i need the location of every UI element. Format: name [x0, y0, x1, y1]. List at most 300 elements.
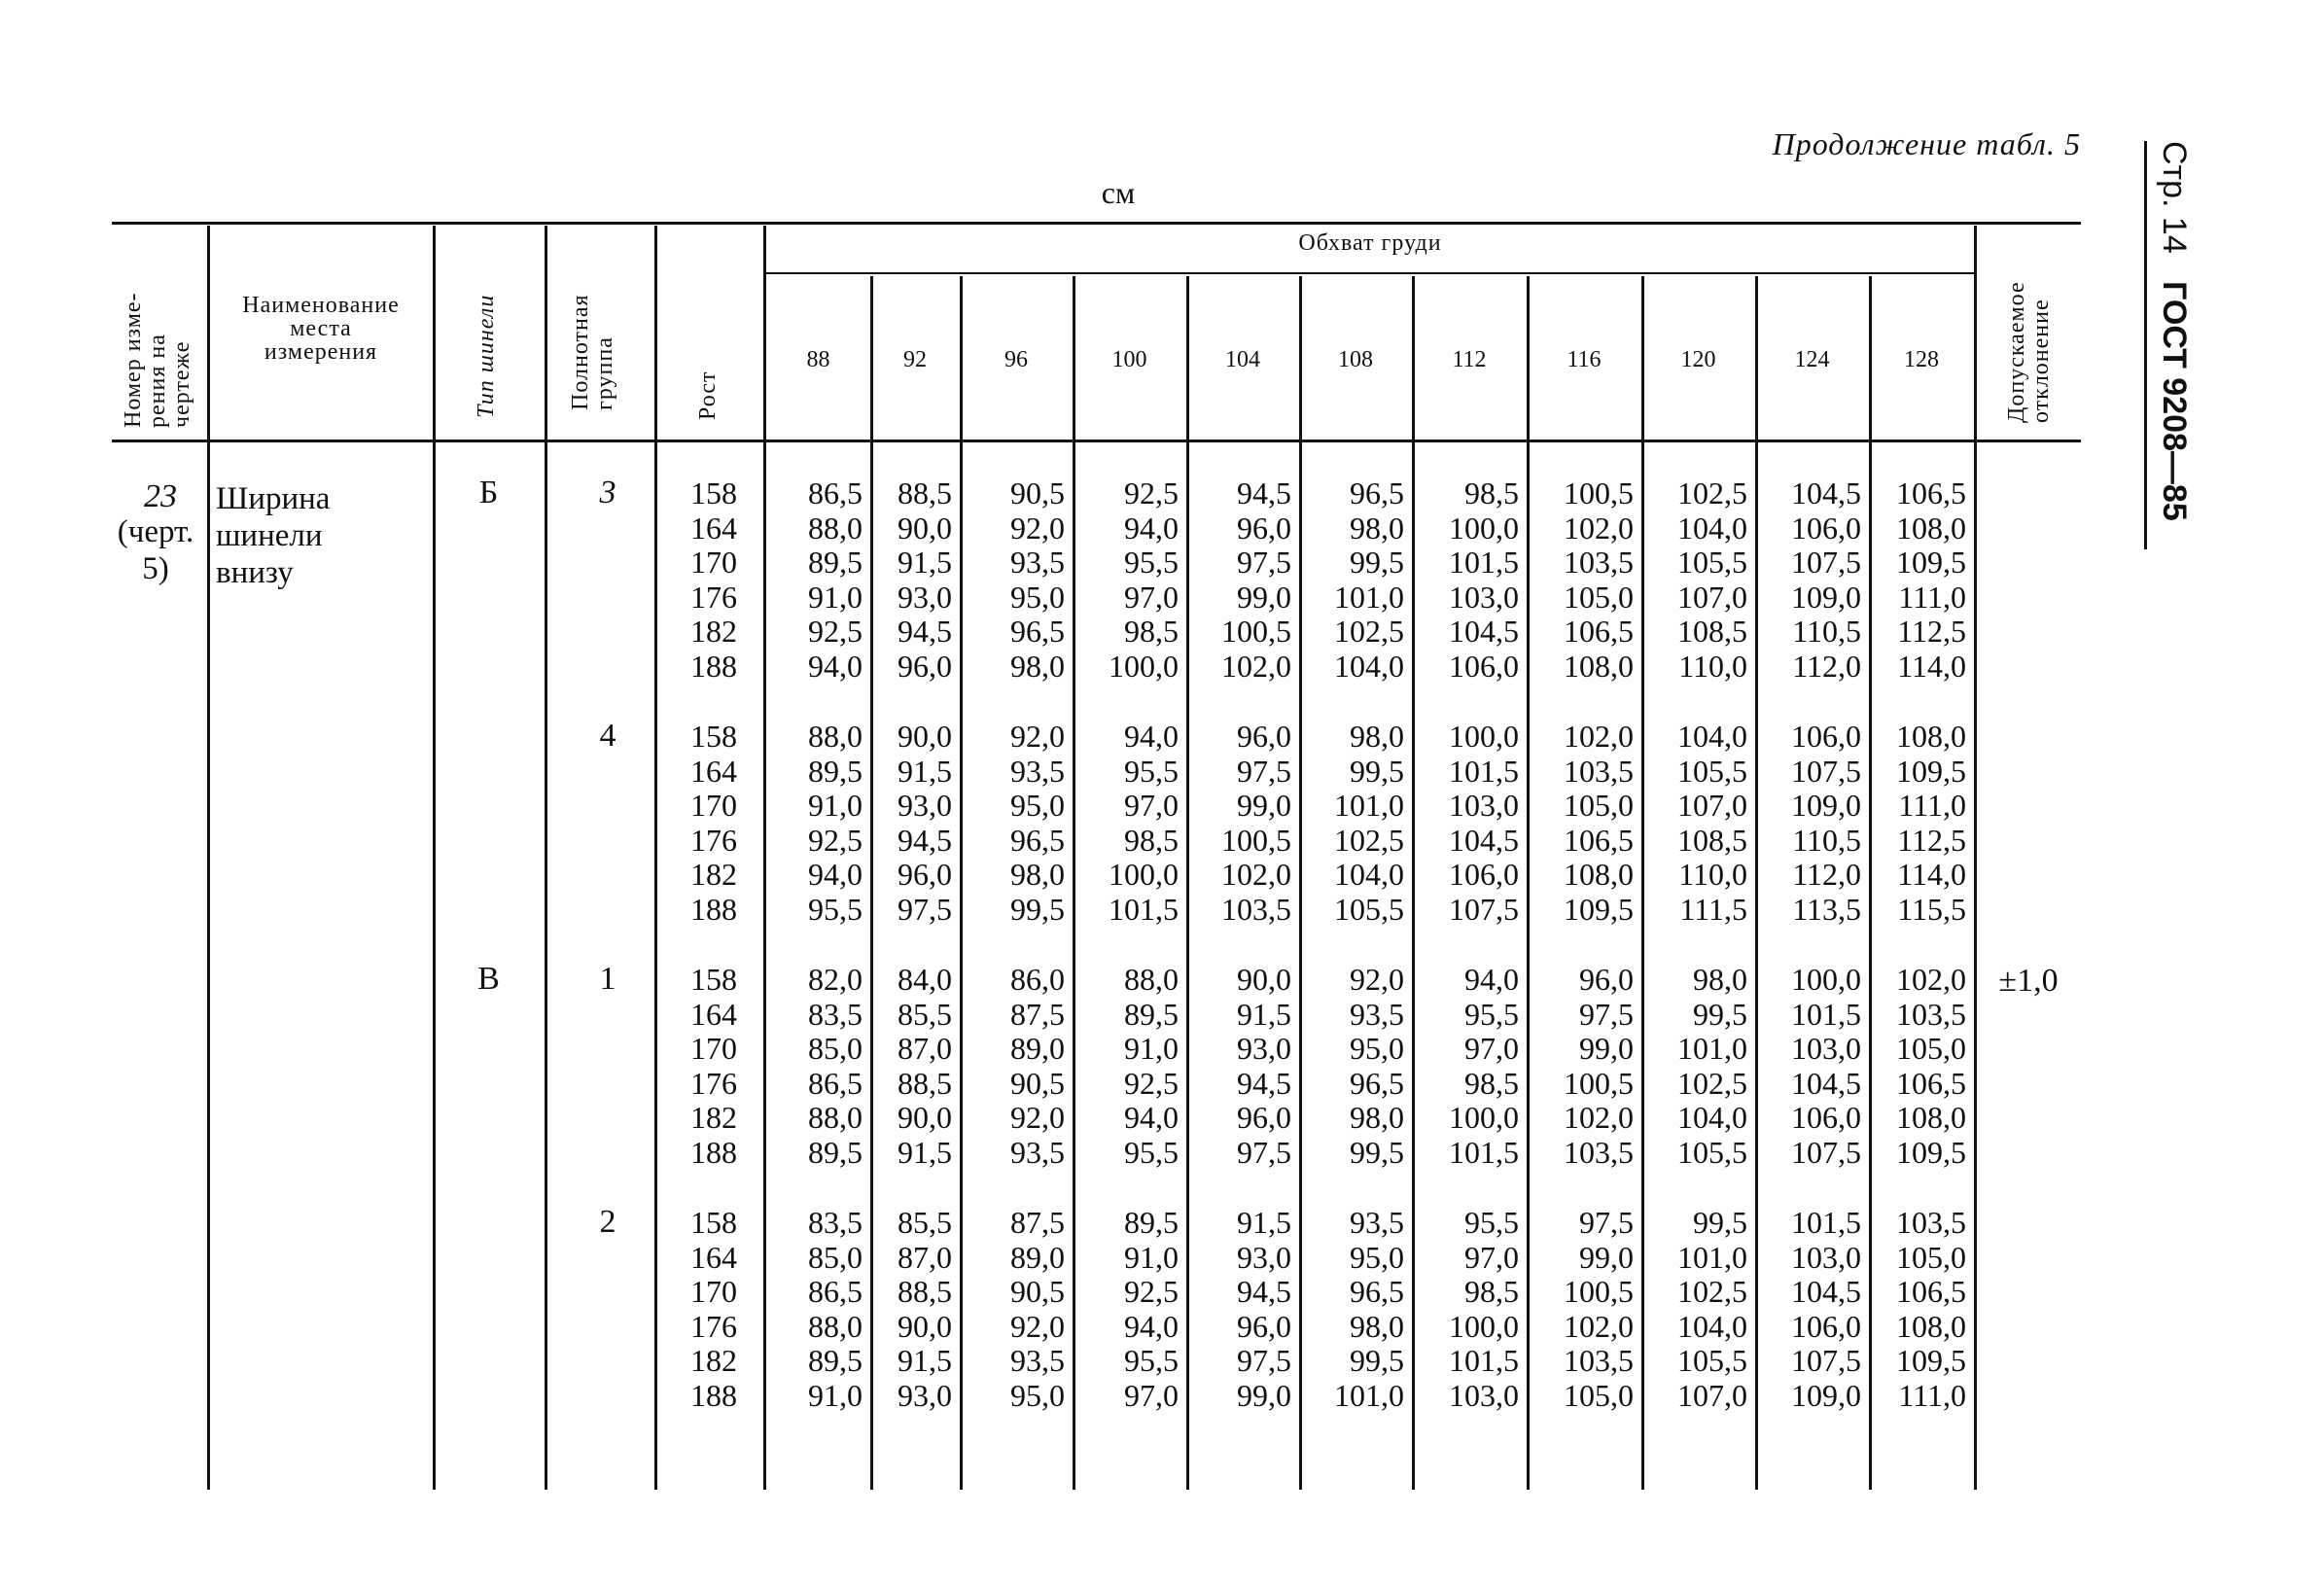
chest-value-cell: 89,5	[808, 1134, 863, 1170]
chest-value-cell: 114,0	[1897, 648, 1966, 684]
chest-value-cell: 101,5	[1449, 545, 1519, 580]
chest-value-cell: 100,0	[1449, 1308, 1519, 1344]
height-value: 182	[690, 1100, 737, 1135]
col-rule-1	[207, 226, 210, 1490]
chest-value-cell: 106,5	[1564, 822, 1634, 858]
chest-value-cell: 90,0	[898, 1308, 952, 1344]
chest-value-cell: 106,5	[1896, 1065, 1966, 1101]
chest-value-cell: 101,5	[1791, 996, 1861, 1032]
chest-value-cell: 86,5	[808, 1065, 863, 1101]
chest-value-cell: 97,5	[1579, 996, 1634, 1032]
chest-value-cell: 108,5	[1677, 822, 1747, 858]
chest-value-cell: 91,5	[898, 1134, 952, 1170]
chest-value-cell: 102,0	[1564, 719, 1634, 754]
chest-value-cell: 89,5	[1124, 996, 1179, 1032]
chest-value-cell: 98,5	[1124, 822, 1179, 858]
chest-value-cell: 112,0	[1792, 857, 1861, 892]
chest-value-cell: 88,0	[808, 1308, 863, 1344]
chest-value-cell: 94,0	[1124, 1308, 1179, 1344]
chest-value-cell: 85,5	[898, 1205, 952, 1240]
col-rule-3	[545, 226, 547, 1490]
chest-value-cell: 91,0	[808, 1377, 863, 1413]
chest-value-cell: 99,5	[1350, 1343, 1404, 1378]
height-value: 164	[690, 753, 737, 789]
height-value: 164	[690, 510, 737, 546]
chest-value-cell: 87,0	[898, 1239, 952, 1275]
chest-value-cell: 96,0	[1237, 719, 1291, 754]
chest-value-cell: 107,0	[1677, 788, 1747, 823]
chest-value-cell: 103,5	[1221, 891, 1291, 927]
chest-value-cell: 88,0	[808, 510, 863, 546]
height-value: 170	[690, 788, 737, 823]
height-value: 158	[690, 475, 737, 510]
chest-value-cell: 93,5	[1350, 996, 1404, 1032]
height-value: 164	[690, 1239, 737, 1275]
height-value: 176	[690, 1308, 737, 1344]
chest-value-cell: 91,5	[898, 545, 952, 580]
chest-value-cell: 90,0	[898, 510, 952, 546]
chest-value-cell: 94,0	[808, 648, 863, 684]
chest-value-cell: 110,0	[1678, 648, 1747, 684]
chest-value-cell: 98,0	[1010, 857, 1065, 892]
chest-size-header: 100	[1111, 347, 1147, 372]
chest-value-cell: 100,5	[1221, 822, 1291, 858]
chest-value-cell: 109,5	[1896, 545, 1966, 580]
chest-value-cell: 92,0	[1350, 962, 1404, 997]
chest-value-cell: 99,0	[1579, 1031, 1634, 1066]
chest-sub-rule	[766, 272, 1974, 274]
chest-value-cell: 95,0	[1010, 579, 1065, 615]
chest-value-cell: 109,5	[1896, 1134, 1966, 1170]
chest-value-cell: 98,5	[1464, 475, 1519, 510]
chest-value-cell: 99,5	[1693, 996, 1747, 1032]
chest-value-cell: 87,5	[1010, 1205, 1065, 1240]
chest-value-cell: 91,5	[1237, 996, 1291, 1032]
chest-value-cell: 88,0	[808, 1100, 863, 1135]
chest-value-cell: 93,5	[1010, 1134, 1065, 1170]
chest-value-cell: 94,0	[1124, 510, 1179, 546]
chest-value-cell: 96,0	[1237, 1100, 1291, 1135]
chest-value-cell: 102,0	[1221, 857, 1291, 892]
chest-value-cell: 106,0	[1791, 1308, 1861, 1344]
chest-value-cell: 95,5	[1464, 996, 1519, 1032]
chest-value-cell: 99,5	[1350, 753, 1404, 789]
chest-value-cell: 100,5	[1564, 1065, 1634, 1101]
chest-value-cell: 97,0	[1124, 788, 1179, 823]
chest-value-cell: 107,5	[1791, 753, 1861, 789]
chest-size-header: 116	[1567, 347, 1602, 372]
chest-value-cell: 97,5	[1237, 1343, 1291, 1378]
chest-value-cell: 107,5	[1791, 1134, 1861, 1170]
page-number-label: Стр. 14	[2156, 141, 2193, 254]
header-bottom-rule	[112, 440, 2081, 442]
chest-value-cell: 89,0	[1010, 1031, 1065, 1066]
chest-value-cell: 90,0	[1237, 962, 1291, 997]
chest-value-cell: 103,0	[1791, 1031, 1861, 1066]
chest-value-cell: 95,5	[1124, 1343, 1179, 1378]
chest-value-cell: 96,0	[898, 857, 952, 892]
chest-value-cell: 115,5	[1897, 891, 1966, 927]
chest-value-cell: 99,5	[1010, 891, 1065, 927]
chest-value-cell: 101,5	[1791, 1205, 1861, 1240]
chest-value-cell: 93,0	[898, 579, 952, 615]
chest-value-cell: 85,0	[808, 1239, 863, 1275]
chest-value-cell: 83,5	[808, 1205, 863, 1240]
chest-value-cell: 106,5	[1896, 1274, 1966, 1309]
col-rule-tolerance	[1974, 226, 1977, 1490]
chest-value-cell: 111,0	[1898, 1377, 1966, 1413]
chest-value-cell: 106,0	[1791, 719, 1861, 754]
chest-value-cell: 95,0	[1010, 788, 1065, 823]
chest-value-cell: 89,5	[808, 1343, 863, 1378]
chest-value-cell: 99,5	[1693, 1205, 1747, 1240]
chest-value-cell: 88,5	[898, 1274, 952, 1309]
height-value: 188	[690, 891, 737, 927]
chest-value-cell: 103,5	[1896, 996, 1966, 1032]
chest-value-cell: 96,0	[1237, 1308, 1291, 1344]
chest-value-cell: 106,5	[1896, 475, 1966, 510]
chest-size-header: 104	[1225, 347, 1260, 372]
chest-value-cell: 93,0	[898, 788, 952, 823]
chest-value-cell: 94,0	[808, 857, 863, 892]
chest-value-cell: 90,0	[898, 719, 952, 754]
coat-type: Б	[478, 475, 499, 510]
chest-value-cell: 85,5	[898, 996, 952, 1032]
chest-value-cell: 88,0	[1124, 962, 1179, 997]
chest-value-cell: 95,5	[1124, 1134, 1179, 1170]
chest-value-cell: 105,0	[1896, 1031, 1966, 1066]
height-value: 182	[690, 614, 737, 649]
chest-value-cell: 108,0	[1896, 1308, 1966, 1344]
header-name: Наименование места измерения	[242, 293, 400, 365]
height-value: 170	[690, 1031, 737, 1066]
chest-value-cell: 108,0	[1564, 857, 1634, 892]
chest-value-cell: 95,0	[1010, 1377, 1065, 1413]
chest-value-cell: 86,5	[808, 1274, 863, 1309]
chest-value-cell: 98,0	[1350, 719, 1404, 754]
chest-value-cell: 105,5	[1677, 1343, 1747, 1378]
chest-value-cell: 102,0	[1221, 648, 1291, 684]
chest-value-cell: 100,5	[1221, 614, 1291, 649]
chest-value-cell: 88,0	[808, 719, 863, 754]
chest-value-cell: 97,5	[1237, 753, 1291, 789]
chest-value-cell: 102,5	[1677, 475, 1747, 510]
chest-value-cell: 109,5	[1896, 1343, 1966, 1378]
chest-value-cell: 101,5	[1109, 891, 1179, 927]
chest-value-cell: 91,0	[808, 579, 863, 615]
chest-value-cell: 96,5	[1350, 1065, 1404, 1101]
chest-value-cell: 109,0	[1791, 579, 1861, 615]
height-value: 158	[690, 1205, 737, 1240]
continuation-title: Продолжение табл. 5	[1772, 126, 2081, 161]
chest-value-cell: 99,0	[1237, 788, 1291, 823]
chest-value-cell: 85,0	[808, 1031, 863, 1066]
chest-value-cell: 103,5	[1564, 753, 1634, 789]
chest-value-cell: 101,5	[1449, 1343, 1519, 1378]
chest-value-cell: 95,5	[1464, 1205, 1519, 1240]
chest-value-cell: 93,0	[898, 1377, 952, 1413]
chest-size-header: 92	[903, 347, 927, 372]
chest-value-cell: 89,0	[1010, 1239, 1065, 1275]
height-value: 158	[690, 962, 737, 997]
chest-value-cell: 98,5	[1124, 614, 1179, 649]
chest-value-cell: 104,0	[1677, 1308, 1747, 1344]
chest-value-cell: 110,5	[1792, 614, 1861, 649]
chest-value-cell: 98,5	[1464, 1274, 1519, 1309]
chest-value-cell: 102,5	[1334, 822, 1404, 858]
chest-value-cell: 105,0	[1564, 579, 1634, 615]
chest-value-cell: 99,5	[1350, 1134, 1404, 1170]
height-value: 164	[690, 996, 737, 1032]
chest-value-cell: 91,0	[1124, 1031, 1179, 1066]
chest-value-cell: 111,0	[1898, 788, 1966, 823]
chest-value-cell: 87,0	[898, 1031, 952, 1066]
chest-value-cell: 102,0	[1564, 1308, 1634, 1344]
chest-value-cell: 104,0	[1677, 1100, 1747, 1135]
chest-value-cell: 105,5	[1677, 545, 1747, 580]
chest-value-cell: 88,5	[898, 1065, 952, 1101]
fullness-group: 1	[599, 961, 616, 997]
height-value: 176	[690, 579, 737, 615]
chest-value-cell: 97,5	[1579, 1205, 1634, 1240]
chest-value-cell: 94,0	[1124, 719, 1179, 754]
chest-value-cell: 92,5	[1124, 475, 1179, 510]
chest-value-cell: 107,5	[1791, 1343, 1861, 1378]
measure-ref: (черт. 5)	[117, 514, 194, 586]
chest-value-cell: 92,5	[1124, 1274, 1179, 1309]
measure-name: Ширина шинели внизу	[216, 481, 331, 590]
unit-label: см	[1101, 175, 1136, 210]
chest-value-cell: 82,0	[808, 962, 863, 997]
chest-value-cell: 97,5	[1237, 1134, 1291, 1170]
chest-value-cell: 109,0	[1791, 1377, 1861, 1413]
chest-value-cell: 92,5	[808, 614, 863, 649]
chest-value-cell: 112,5	[1897, 614, 1966, 649]
chest-value-cell: 98,5	[1464, 1065, 1519, 1101]
chest-value-cell: 93,5	[1010, 545, 1065, 580]
chest-value-cell: 110,0	[1678, 857, 1747, 892]
chest-value-cell: 90,5	[1010, 475, 1065, 510]
chest-value-cell: 101,0	[1334, 788, 1404, 823]
chest-value-cell: 111,0	[1898, 579, 1966, 615]
height-value: 170	[690, 1274, 737, 1309]
chest-value-cell: 104,5	[1791, 475, 1861, 510]
chest-value-cell: 101,0	[1334, 1377, 1404, 1413]
chest-value-cell: 108,0	[1564, 648, 1634, 684]
chest-value-cell: 106,0	[1449, 857, 1519, 892]
chest-value-cell: 104,0	[1677, 510, 1747, 546]
chest-value-cell: 103,5	[1564, 545, 1634, 580]
col-rule-4	[654, 226, 657, 1490]
chest-size-header: 120	[1680, 347, 1716, 372]
chest-value-cell: 109,5	[1564, 891, 1634, 927]
header-chest: Обхват груди	[1298, 230, 1442, 256]
chest-value-cell: 95,5	[1124, 753, 1179, 789]
chest-value-cell: 92,0	[1010, 1100, 1065, 1135]
chest-value-cell: 114,0	[1897, 857, 1966, 892]
height-value: 188	[690, 648, 737, 684]
chest-value-cell: 83,5	[808, 996, 863, 1032]
chest-value-cell: 94,0	[1464, 962, 1519, 997]
chest-value-cell: 100,0	[1449, 510, 1519, 546]
col-rule-2	[433, 226, 436, 1490]
chest-size-header: 108	[1338, 347, 1373, 372]
chest-value-cell: 94,0	[1124, 1100, 1179, 1135]
chest-value-cell: 108,0	[1896, 1100, 1966, 1135]
height-value: 176	[690, 1065, 737, 1101]
chest-value-cell: 109,0	[1791, 788, 1861, 823]
chest-value-cell: 95,0	[1350, 1239, 1404, 1275]
chest-value-cell: 102,0	[1564, 510, 1634, 546]
height-value: 182	[690, 857, 737, 892]
chest-size-header: 124	[1794, 347, 1830, 372]
chest-value-cell: 106,0	[1791, 1100, 1861, 1135]
chest-value-cell: 90,0	[898, 1100, 952, 1135]
chest-value-cell: 91,5	[898, 1343, 952, 1378]
chest-value-cell: 86,5	[808, 475, 863, 510]
chest-value-cell: 98,0	[1693, 962, 1747, 997]
chest-value-cell: 99,5	[1350, 545, 1404, 580]
chest-value-cell: 100,0	[1109, 648, 1179, 684]
chest-value-cell: 99,0	[1237, 579, 1291, 615]
chest-value-cell: 99,0	[1237, 1377, 1291, 1413]
chest-value-cell: 110,5	[1792, 822, 1861, 858]
chest-value-cell: 97,5	[898, 891, 952, 927]
height-value: 182	[690, 1343, 737, 1378]
chest-value-cell: 98,0	[1350, 1100, 1404, 1135]
chest-value-cell: 106,5	[1564, 614, 1634, 649]
chest-value-cell: 94,5	[898, 614, 952, 649]
measure-number: 23	[144, 478, 177, 514]
chest-value-cell: 103,5	[1896, 1205, 1966, 1240]
tolerance-value: ±1,0	[1998, 963, 2059, 999]
height-value: 176	[690, 822, 737, 858]
chest-value-cell: 92,5	[1124, 1065, 1179, 1101]
height-value: 188	[690, 1134, 737, 1170]
chest-size-header: 128	[1904, 347, 1939, 372]
chest-value-cell: 100,0	[1109, 857, 1179, 892]
chest-value-cell: 108,5	[1677, 614, 1747, 649]
chest-value-cell: 100,5	[1564, 1274, 1634, 1309]
chest-value-cell: 94,5	[1237, 475, 1291, 510]
chest-value-cell: 97,0	[1124, 579, 1179, 615]
chest-value-cell: 104,0	[1334, 648, 1404, 684]
chest-value-cell: 97,0	[1464, 1031, 1519, 1066]
chest-value-cell: 102,0	[1564, 1100, 1634, 1135]
chest-value-cell: 107,0	[1677, 1377, 1747, 1413]
chest-value-cell: 100,5	[1564, 475, 1634, 510]
chest-size-header: 112	[1452, 347, 1487, 372]
chest-value-cell: 91,5	[1237, 1205, 1291, 1240]
chest-value-cell: 93,5	[1350, 1205, 1404, 1240]
chest-value-cell: 90,5	[1010, 1065, 1065, 1101]
chest-value-cell: 105,5	[1677, 1134, 1747, 1170]
height-value: 170	[690, 545, 737, 580]
chest-value-cell: 105,0	[1896, 1239, 1966, 1275]
chest-value-cell: 109,5	[1896, 753, 1966, 789]
chest-value-cell: 89,5	[808, 545, 863, 580]
chest-value-cell: 107,0	[1677, 579, 1747, 615]
chest-value-cell: 105,0	[1564, 1377, 1634, 1413]
chest-value-cell: 93,5	[1010, 753, 1065, 789]
chest-value-cell: 92,0	[1010, 1308, 1065, 1344]
chest-value-cell: 104,0	[1334, 857, 1404, 892]
chest-value-cell: 103,5	[1564, 1134, 1634, 1170]
chest-value-cell: 112,0	[1792, 648, 1861, 684]
fullness-group: 3	[599, 475, 616, 510]
chest-value-cell: 113,5	[1792, 891, 1861, 927]
chest-value-cell: 103,5	[1564, 1343, 1634, 1378]
chest-value-cell: 103,0	[1449, 788, 1519, 823]
chest-value-cell: 95,5	[808, 891, 863, 927]
chest-value-cell: 96,5	[1010, 822, 1065, 858]
chest-value-cell: 101,0	[1677, 1239, 1747, 1275]
chest-value-cell: 107,5	[1449, 891, 1519, 927]
chest-value-cell: 107,5	[1791, 545, 1861, 580]
chest-value-cell: 91,0	[808, 788, 863, 823]
chest-value-cell: 93,0	[1237, 1239, 1291, 1275]
chest-value-cell: 100,0	[1449, 719, 1519, 754]
chest-value-cell: 91,5	[898, 753, 952, 789]
chest-value-cell: 87,5	[1010, 996, 1065, 1032]
chest-value-cell: 102,0	[1896, 962, 1966, 997]
chest-value-cell: 97,0	[1464, 1239, 1519, 1275]
chest-value-cell: 101,0	[1334, 579, 1404, 615]
chest-value-cell: 103,0	[1449, 1377, 1519, 1413]
chest-value-cell: 95,5	[1124, 545, 1179, 580]
chest-value-cell: 101,5	[1449, 1134, 1519, 1170]
chest-value-cell: 103,0	[1791, 1239, 1861, 1275]
chest-value-cell: 98,0	[1350, 1308, 1404, 1344]
gost-label: ГОСТ 9208—85	[2156, 281, 2193, 521]
chest-value-cell: 104,5	[1791, 1065, 1861, 1101]
chest-value-cell: 86,0	[1010, 962, 1065, 997]
height-value: 158	[690, 719, 737, 754]
chest-value-cell: 102,5	[1677, 1274, 1747, 1309]
coat-type: В	[477, 961, 500, 997]
chest-value-cell: 84,0	[898, 962, 952, 997]
chest-value-cell: 93,5	[1010, 1343, 1065, 1378]
chest-value-cell: 96,0	[1579, 962, 1634, 997]
chest-value-cell: 89,5	[1124, 1205, 1179, 1240]
chest-value-cell: 100,0	[1449, 1100, 1519, 1135]
height-value: 188	[690, 1377, 737, 1413]
chest-value-cell: 108,0	[1896, 719, 1966, 754]
chest-value-cell: 93,0	[1237, 1031, 1291, 1066]
chest-value-cell: 96,0	[898, 648, 952, 684]
chest-value-cell: 101,5	[1449, 753, 1519, 789]
chest-value-cell: 94,5	[1237, 1065, 1291, 1101]
chest-value-cell: 97,5	[1237, 545, 1291, 580]
size-table: Номер изме- рения на чертеже Наименование места измерения Тип шинели Полнотная группа Рост Обхват груди Допускаемое отклонение 88 92 96 100 104 108 112 116 120 124 128 23 (черт. 5) Ширина шинели внизу ±1,0 Б 3 158 86,5 88,5 90,5 92,5 94,5 96,5 98,5 100,5 102,5 104,5 106,5 164 88,0 90,0 92,0 94,0 96,0 98,0 100,0 102,0 104,0 106,0 108,0 170 89,5 91,5 93,5 95,5 97,5 99,5 101,5 103,5 105,5 107,5 109,5 176 91,0 93,0 95,0 97,0 99,0 101,0 103,0 105,0 107,0 109,0 111,0 182 92,5 94,5 96,5 98,5 100,5 102,5 104,5 106,5 108,5 110,5 112,5 188 94,0 96,0 98,0 100,0 102,0 104,0 106,0 108,0 110,0 112,0 114,0 4 158 88,0 90,0 92,0 94,0 96,0 98,0 100,0 102,0 104,0 106,0 108,0 164 89,5 91,5 93,5 95,5 97,5 99,5 101,5 103,5 105,5 107,5 109,5 170 91,0 93,0 95,0 97,0 99,0 101,0 103,0 105,0 107,0 109,0 111,0 176 92,5 94,5 96,5 98,5 100,5 102,5 104,5 106,5 108,5 110,5 112,5 182 94,0 96,0 98,0 100,0 102,0 104,0 106,0 108,0 110,0 112,0 114,0 188 95,5 97,5 99,5 101,5 103,5 105,5 107,5 109,5 111,5 113,5 115,5 В 1 158 82,0 84,0 86,0 88,0 90,0 92,0 94,0 96,0 98,0 100,0 102,0 164 83,5 85,5 87,5 89,5 91,5 93,5 95,5 97,5 99,5 101,5 103,5 170 85,0 87,0 89,0 91,0 93,0 95,0 97,0 99,0 101,0 103,0 105,0 176 86,5 88,5 90,5 92,5 94,5 96,5 98,5 100,5 102,5 104,5 106,5 182 88,0 90,0 92,0 94,0 96,0 98,0 100,0 102,0 104,0 106,0 108,0 188 89,5 91,5 93,5 95,5 97,5 99,5 101,5 103,5 105,5 107,5 109,5 2 158 83,5 85,5 87,5 89,5 91,5 93,5 95,5 97,5 99,5 101,5 103,5 164 85,0 87,0 89,0 91,0 93,0 95,0 97,0 99,0 101,0 103,0 105,0 170 86,5 88,5 90,5 92,5 94,5 96,5 98,5 100,5 102,5 104,5 106,5 176 88,0 90,0 92,0 94,0 96,0 98,0 100,0 102,0 104,0 106,0 108,0 182 89,5 91,5 93,5 95,5 97,5 99,5 101,5 103,5 105,5 107,5 109,5 188 91,0 93,0 95,0 97,0 99,0 101,0 103,0 105,0 107,0 109,0 111,0	[0, 0, 2324, 1584]
fullness-group: 4	[599, 718, 616, 754]
chest-value-cell: 106,0	[1791, 510, 1861, 546]
chest-value-cell: 103,0	[1449, 579, 1519, 615]
chest-value-cell: 104,5	[1791, 1274, 1861, 1309]
chest-size-header: 88	[806, 347, 830, 372]
chest-value-cell: 90,5	[1010, 1274, 1065, 1309]
chest-value-cell: 96,5	[1350, 475, 1404, 510]
chest-value-cell: 96,0	[1237, 510, 1291, 546]
chest-value-cell: 112,5	[1897, 822, 1966, 858]
chest-value-cell: 104,0	[1677, 719, 1747, 754]
chest-value-cell: 98,0	[1010, 648, 1065, 684]
chest-value-cell: 98,0	[1350, 510, 1404, 546]
chest-size-header: 96	[1004, 347, 1028, 372]
chest-value-cell: 95,0	[1350, 1031, 1404, 1066]
chest-value-cell: 94,5	[1237, 1274, 1291, 1309]
chest-value-cell: 102,5	[1334, 614, 1404, 649]
